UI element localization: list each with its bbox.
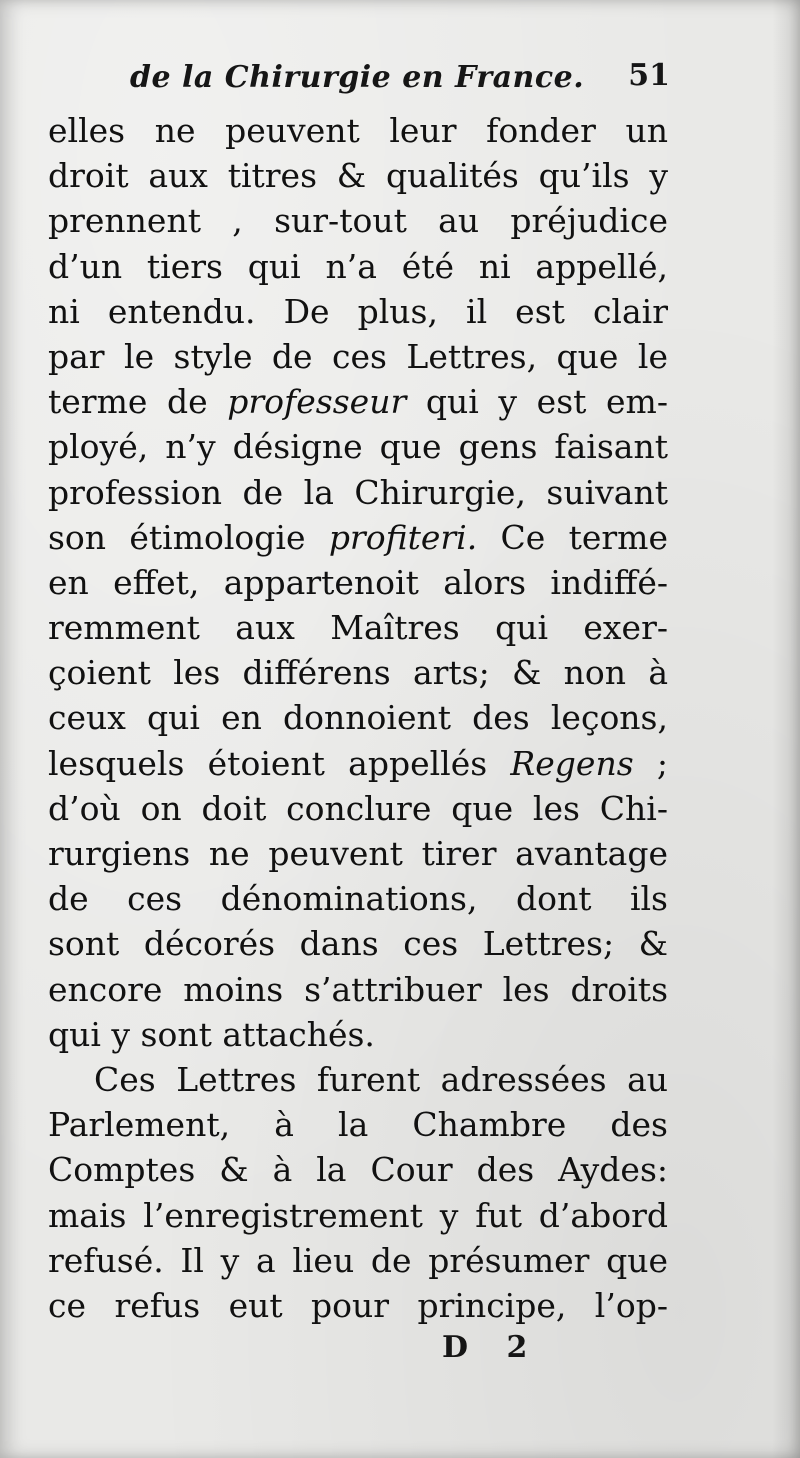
- running-head: de la Chirurgie en France.: [130, 60, 585, 95]
- text-line: prennent , sur-tout au préjudice: [48, 201, 668, 241]
- text-line: elles ne peuvent leur fonder un: [48, 111, 668, 150]
- italic-term: Regens: [510, 743, 634, 783]
- text-line: encore moins s’attribuer les droits: [48, 969, 668, 1009]
- text-line: Ces Lettres furent adressées au: [94, 1059, 668, 1099]
- text-line: Parlement, à la Chambre des: [48, 1105, 668, 1145]
- text-line: d’où on doit conclure que les Chi-: [48, 788, 668, 828]
- page-number: 51: [628, 58, 670, 93]
- italic-term: professeur: [227, 382, 407, 422]
- text-line: droit aux titres & qualités qu’ils y: [48, 156, 668, 196]
- text-line: refusé. Il y a lieu de présumer que: [48, 1240, 668, 1280]
- text-line: en effet, appartenoit alors indiffé-: [48, 562, 668, 602]
- page-header: [130, 58, 670, 106]
- signature-mark: D 2: [442, 1330, 542, 1365]
- text-line: ce refus eut pour principe, l’op-: [48, 1285, 668, 1325]
- text-line: son étimologie profiteri. Ce terme: [48, 517, 668, 557]
- text-line: profession de la Chirurgie, suivant: [48, 472, 668, 512]
- text-line: rurgiens ne peuvent tirer avantage: [48, 834, 668, 873]
- text-line: d’un tiers qui n’a été ni appellé,: [48, 246, 668, 286]
- text-line: ni entendu. De plus, il est clair: [48, 291, 668, 331]
- text-line: çoient les différens arts; & non à: [48, 653, 668, 693]
- text-line: mais l’enregistrement y fut d’abord: [48, 1195, 668, 1235]
- text-line: par le style de ces Lettres, que le: [48, 336, 668, 376]
- text-line: de ces dénominations, dont ils: [48, 879, 668, 919]
- italic-term: profiteri.: [328, 517, 478, 557]
- page-edge-shadow: [772, 0, 800, 1458]
- text-line: ceux qui en donnoient des leçons,: [48, 698, 668, 738]
- body-text: [48, 108, 668, 1328]
- text-line: Comptes & à la Cour des Aydes:: [48, 1150, 668, 1190]
- text-line: remment aux Maîtres qui exer-: [48, 608, 668, 648]
- text-line: terme de professeur qui y est em-: [48, 382, 668, 422]
- text-line: qui y sont attachés.: [48, 1014, 375, 1054]
- text-line: lesquels étoient appellés Regens ;: [48, 743, 668, 783]
- text-line: ployé, n’y désigne que gens faisant: [48, 427, 668, 467]
- text-line: sont décorés dans ces Lettres; &: [48, 924, 668, 964]
